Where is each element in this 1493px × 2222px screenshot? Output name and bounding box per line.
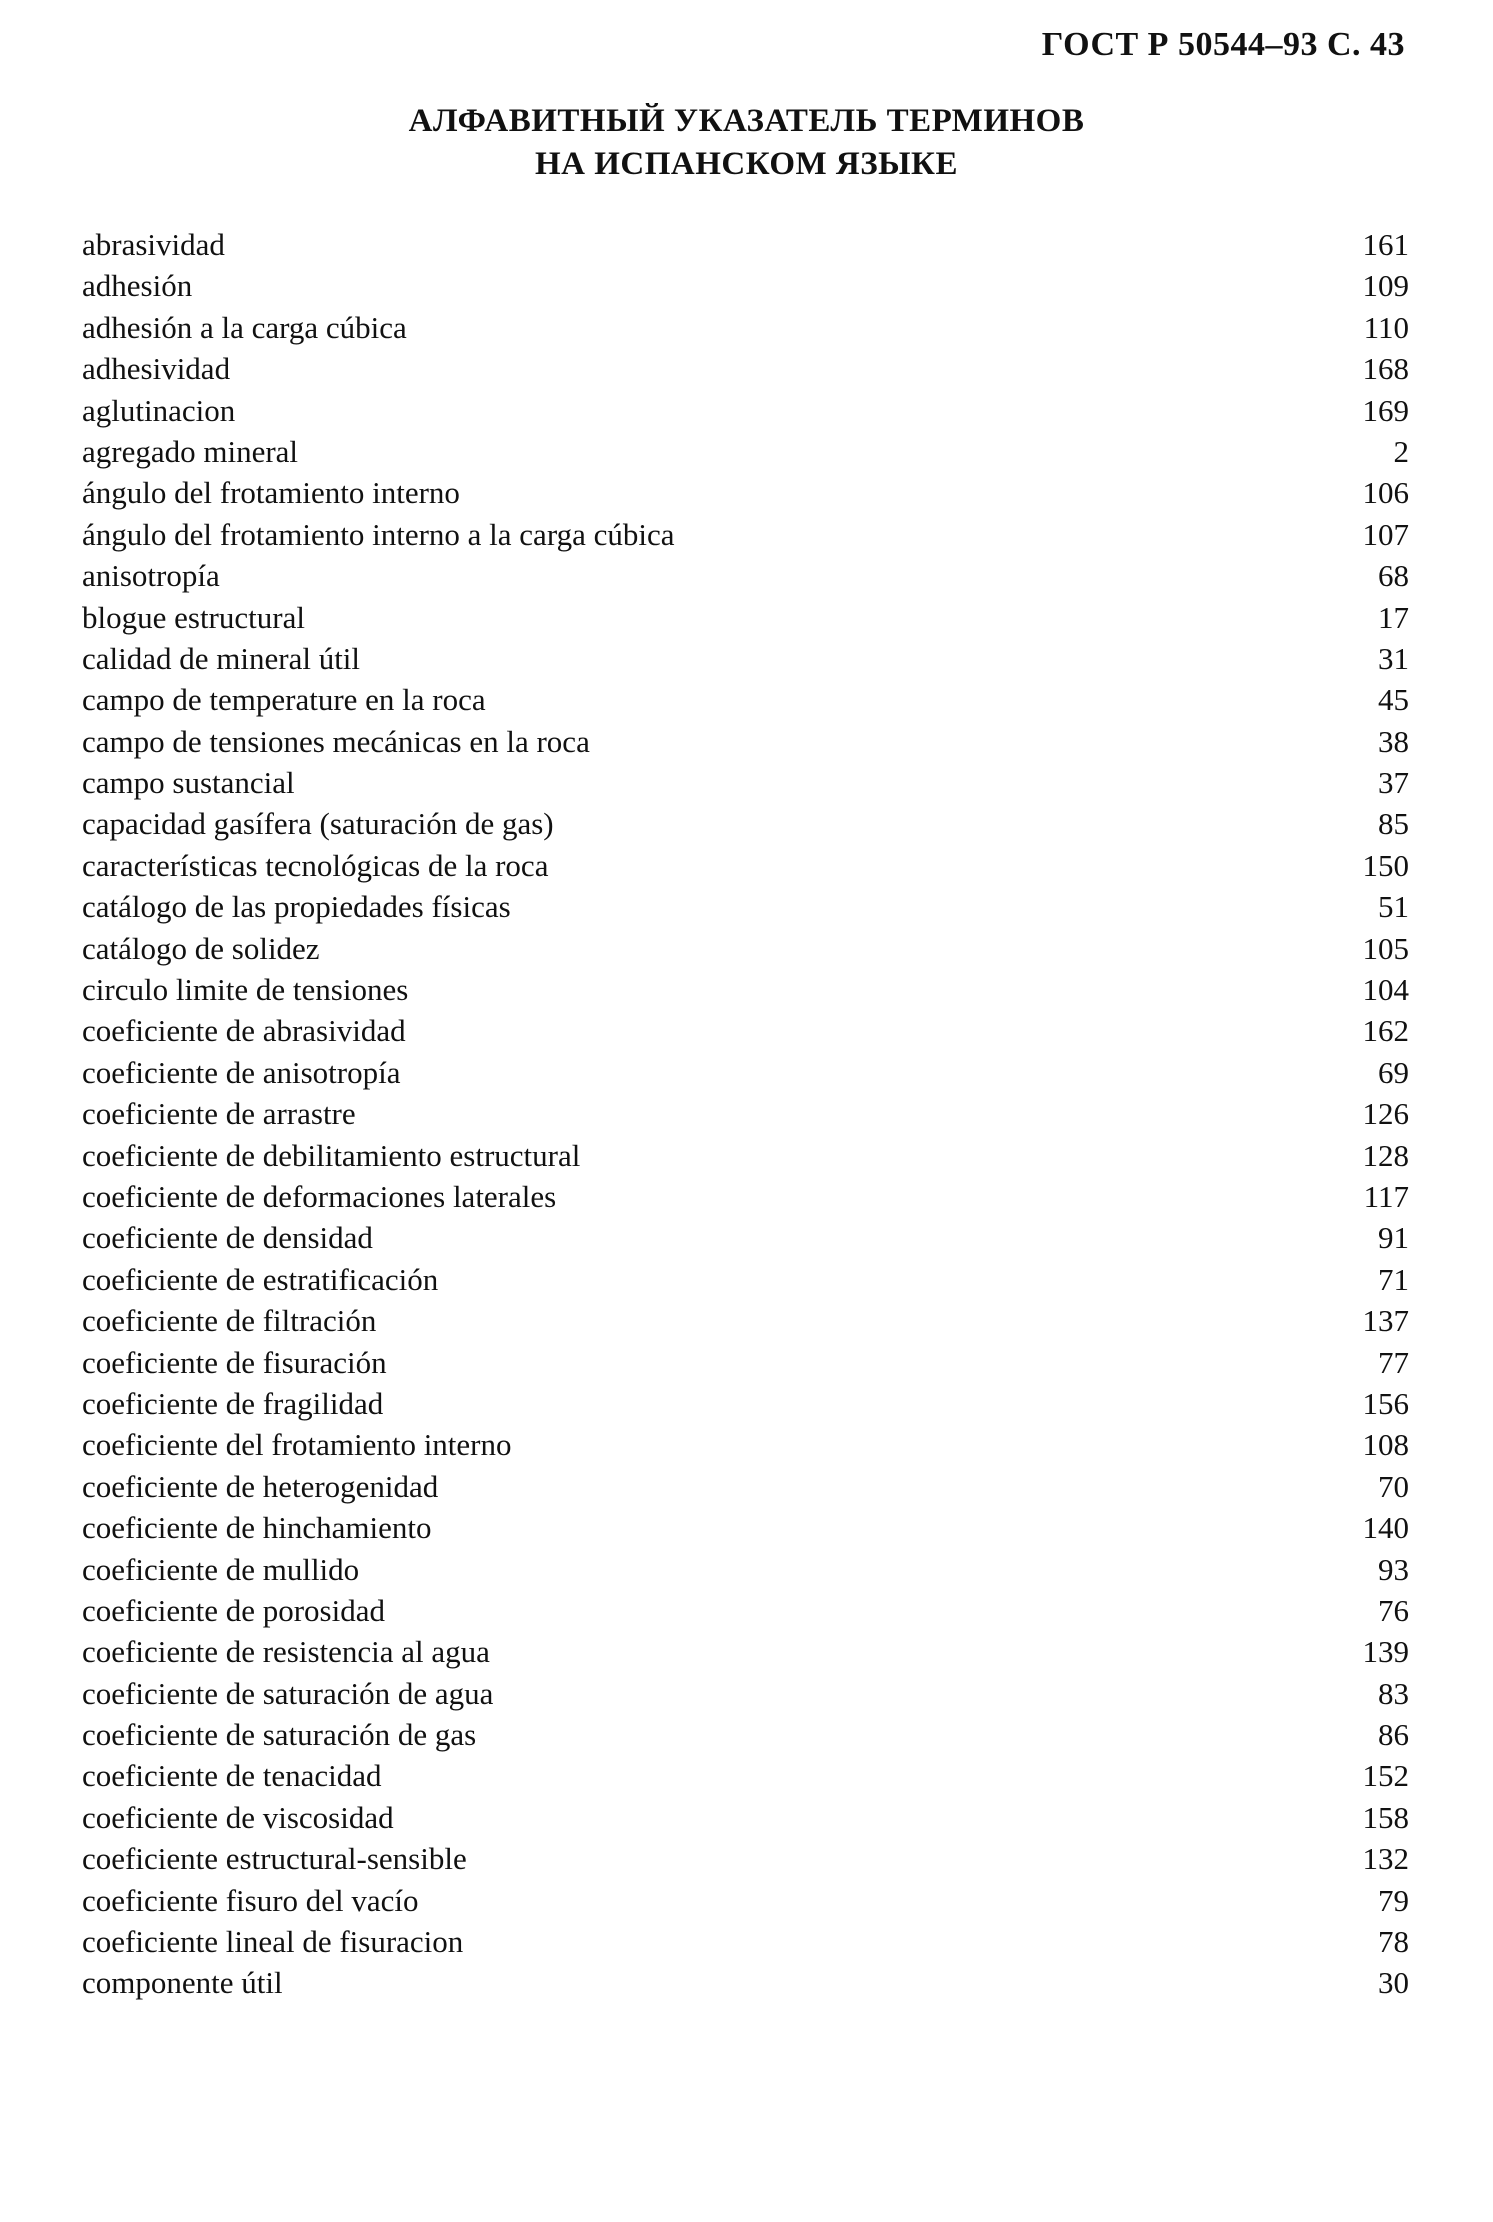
index-term-number: 109 bbox=[1362, 268, 1409, 304]
index-term-number: 152 bbox=[1362, 1758, 1409, 1794]
index-term-number: 76 bbox=[1378, 1592, 1409, 1628]
index-term-number: 45 bbox=[1378, 682, 1409, 718]
index-term: coeficiente de heterogenidad bbox=[82, 1468, 439, 1504]
index-entry bbox=[82, 555, 1409, 596]
index-term-number: 68 bbox=[1378, 558, 1409, 594]
index-entry bbox=[82, 638, 1409, 679]
title-line-1: АЛФАВИТНЫЙ УКАЗАТЕЛЬ ТЕРМИНОВ bbox=[408, 103, 1085, 139]
index-term-number: 71 bbox=[1378, 1261, 1409, 1297]
index-term: adhesión bbox=[82, 268, 193, 304]
index-term: coeficiente de saturación de agua bbox=[82, 1675, 494, 1711]
index-term-number: 86 bbox=[1378, 1717, 1409, 1753]
index-term: coeficiente de mullido bbox=[82, 1551, 360, 1587]
index-term: coeficiente de anisotropía bbox=[82, 1054, 401, 1090]
index-term-number: 38 bbox=[1378, 723, 1409, 759]
index-entry bbox=[82, 1259, 1409, 1300]
index-term-number: 140 bbox=[1362, 1510, 1409, 1546]
index-term-number: 104 bbox=[1362, 972, 1409, 1008]
index-term: coeficiente de filtración bbox=[82, 1303, 377, 1339]
index-term: coeficiente de fragilidad bbox=[82, 1385, 384, 1421]
index-term-number: 107 bbox=[1362, 516, 1409, 552]
index-entry bbox=[82, 1300, 1409, 1341]
index-entry bbox=[82, 845, 1409, 886]
index-term-number: 2 bbox=[1393, 433, 1409, 469]
index-term: abrasividad bbox=[82, 227, 225, 262]
index-entry bbox=[82, 1093, 1409, 1134]
index-term: coeficiente de viscosidad bbox=[82, 1799, 394, 1835]
index-entry bbox=[82, 1010, 1409, 1051]
index-term: coeficiente de saturación de gas bbox=[82, 1717, 477, 1753]
index-term-number: 31 bbox=[1378, 640, 1409, 676]
index-term: coeficiente de hinchamiento bbox=[82, 1510, 432, 1546]
index-entry bbox=[82, 1797, 1409, 1838]
index-term: coeficiente de fisuración bbox=[82, 1344, 387, 1380]
index-term: campo sustancial bbox=[82, 765, 295, 801]
index-term-number: 108 bbox=[1362, 1427, 1409, 1463]
index-term: coeficiente de arrastre bbox=[82, 1096, 356, 1132]
index-term-number: 69 bbox=[1378, 1054, 1409, 1090]
index-term: campo de tensiones mecánicas en la roca bbox=[82, 723, 590, 759]
index-term-number: 70 bbox=[1378, 1468, 1409, 1504]
index-entry bbox=[82, 1962, 1409, 2003]
index-term-number: 83 bbox=[1378, 1675, 1409, 1711]
index-entry bbox=[82, 1921, 1409, 1962]
index-entry bbox=[82, 1383, 1409, 1424]
index-term: coeficiente de estratificación bbox=[82, 1261, 439, 1297]
index-term-number: 158 bbox=[1362, 1799, 1409, 1835]
index-term: circulo limite de tensiones bbox=[82, 972, 409, 1008]
index-term: calidad de mineral útil bbox=[82, 640, 361, 676]
index-term: agregado mineral bbox=[82, 433, 299, 469]
index-entry bbox=[82, 1755, 1409, 1796]
term-index-list bbox=[82, 224, 1409, 2004]
index-entry bbox=[82, 597, 1409, 638]
index-term-number: 132 bbox=[1362, 1841, 1409, 1877]
index-term-number: 93 bbox=[1378, 1551, 1409, 1587]
index-entry bbox=[82, 1176, 1409, 1217]
index-term-number: 161 bbox=[1362, 227, 1409, 262]
index-term: adhesión a la carga cúbica bbox=[82, 309, 407, 345]
index-term: aglutinacion bbox=[82, 392, 236, 428]
index-term: coeficiente de deformaciones laterales bbox=[82, 1178, 557, 1214]
index-term-number: 169 bbox=[1362, 392, 1409, 428]
index-term-number: 85 bbox=[1378, 806, 1409, 842]
index-term: coeficiente de densidad bbox=[82, 1220, 373, 1256]
index-entry bbox=[82, 265, 1409, 306]
index-term: coeficiente de resistencia al agua bbox=[82, 1634, 490, 1670]
running-head: ГОСТ Р 50544–93 С. 43 bbox=[1041, 26, 1405, 63]
index-term-number: 77 bbox=[1378, 1344, 1409, 1380]
index-term-number: 106 bbox=[1362, 475, 1409, 511]
index-entry bbox=[82, 1052, 1409, 1093]
index-term: anisotropía bbox=[82, 558, 220, 594]
index-term-number: 110 bbox=[1363, 309, 1409, 345]
index-entry bbox=[82, 1135, 1409, 1176]
index-entry bbox=[82, 1673, 1409, 1714]
index-term: coeficiente del frotamiento interno bbox=[82, 1427, 512, 1463]
index-entry bbox=[82, 431, 1409, 472]
index-term-number: 79 bbox=[1378, 1882, 1409, 1918]
index-term-number: 168 bbox=[1362, 351, 1409, 387]
index-entry bbox=[82, 514, 1409, 555]
index-term: campo de temperature en la roca bbox=[82, 682, 486, 718]
index-entry bbox=[82, 928, 1409, 969]
index-entry bbox=[82, 307, 1409, 348]
index-entry bbox=[82, 1838, 1409, 1879]
index-term: coeficiente de debilitamiento estructural bbox=[82, 1137, 581, 1173]
index-term: componente útil bbox=[82, 1965, 283, 2001]
page-title bbox=[0, 100, 1493, 186]
index-term: catálogo de solidez bbox=[82, 930, 320, 966]
index-entry bbox=[82, 1631, 1409, 1672]
index-entry bbox=[82, 348, 1409, 389]
index-term-number: 150 bbox=[1362, 847, 1409, 883]
index-term-number: 78 bbox=[1378, 1924, 1409, 1960]
index-entry bbox=[82, 886, 1409, 927]
title-line-2: НА ИСПАНСКОМ ЯЗЫКЕ bbox=[534, 146, 958, 182]
index-entry bbox=[82, 762, 1409, 803]
index-entry bbox=[82, 1466, 1409, 1507]
index-entry bbox=[82, 721, 1409, 762]
index-term-number: 30 bbox=[1378, 1965, 1409, 2001]
index-term-number: 91 bbox=[1378, 1220, 1409, 1256]
index-entry bbox=[82, 803, 1409, 844]
index-entry bbox=[82, 1217, 1409, 1258]
index-term-number: 139 bbox=[1362, 1634, 1409, 1670]
index-entry bbox=[82, 1342, 1409, 1383]
index-term: catálogo de las propiedades físicas bbox=[82, 889, 511, 925]
index-term: coeficiente fisuro del vacío bbox=[82, 1882, 419, 1918]
index-term-number: 156 bbox=[1362, 1385, 1409, 1421]
index-term: coeficiente de abrasividad bbox=[82, 1013, 406, 1049]
index-term-number: 126 bbox=[1362, 1096, 1409, 1132]
index-term-number: 128 bbox=[1362, 1137, 1409, 1173]
index-entry bbox=[82, 679, 1409, 720]
index-term-number: 105 bbox=[1362, 930, 1409, 966]
index-term-number: 137 bbox=[1362, 1303, 1409, 1339]
index-term: capacidad gasífera (saturación de gas) bbox=[82, 806, 554, 842]
index-entry bbox=[82, 1507, 1409, 1548]
index-term: coeficiente de tenacidad bbox=[82, 1758, 382, 1794]
index-entry bbox=[82, 1714, 1409, 1755]
index-entry bbox=[82, 1590, 1409, 1631]
index-term: blogue estructural bbox=[82, 599, 305, 635]
index-term-number: 162 bbox=[1362, 1013, 1409, 1049]
index-term: características tecnológicas de la roca bbox=[82, 847, 549, 883]
index-entry bbox=[82, 472, 1409, 513]
index-term: coeficiente estructural-sensible bbox=[82, 1841, 467, 1877]
index-term: ángulo del frotamiento interno a la carga cúbica bbox=[82, 516, 675, 552]
index-term-number: 117 bbox=[1363, 1178, 1409, 1214]
index-term: coeficiente de porosidad bbox=[82, 1592, 385, 1628]
index-term-number: 17 bbox=[1378, 599, 1409, 635]
index-term: adhesividad bbox=[82, 351, 231, 387]
index-entry bbox=[82, 390, 1409, 431]
index-entry bbox=[82, 224, 1409, 265]
index-term: ángulo del frotamiento interno bbox=[82, 475, 460, 511]
index-entry bbox=[82, 969, 1409, 1010]
index-entry bbox=[82, 1880, 1409, 1921]
index-entry bbox=[82, 1549, 1409, 1590]
index-term-number: 37 bbox=[1378, 765, 1409, 801]
index-term-number: 51 bbox=[1378, 889, 1409, 925]
index-entry bbox=[82, 1424, 1409, 1465]
index-term: coeficiente lineal de fisuracion bbox=[82, 1924, 464, 1960]
